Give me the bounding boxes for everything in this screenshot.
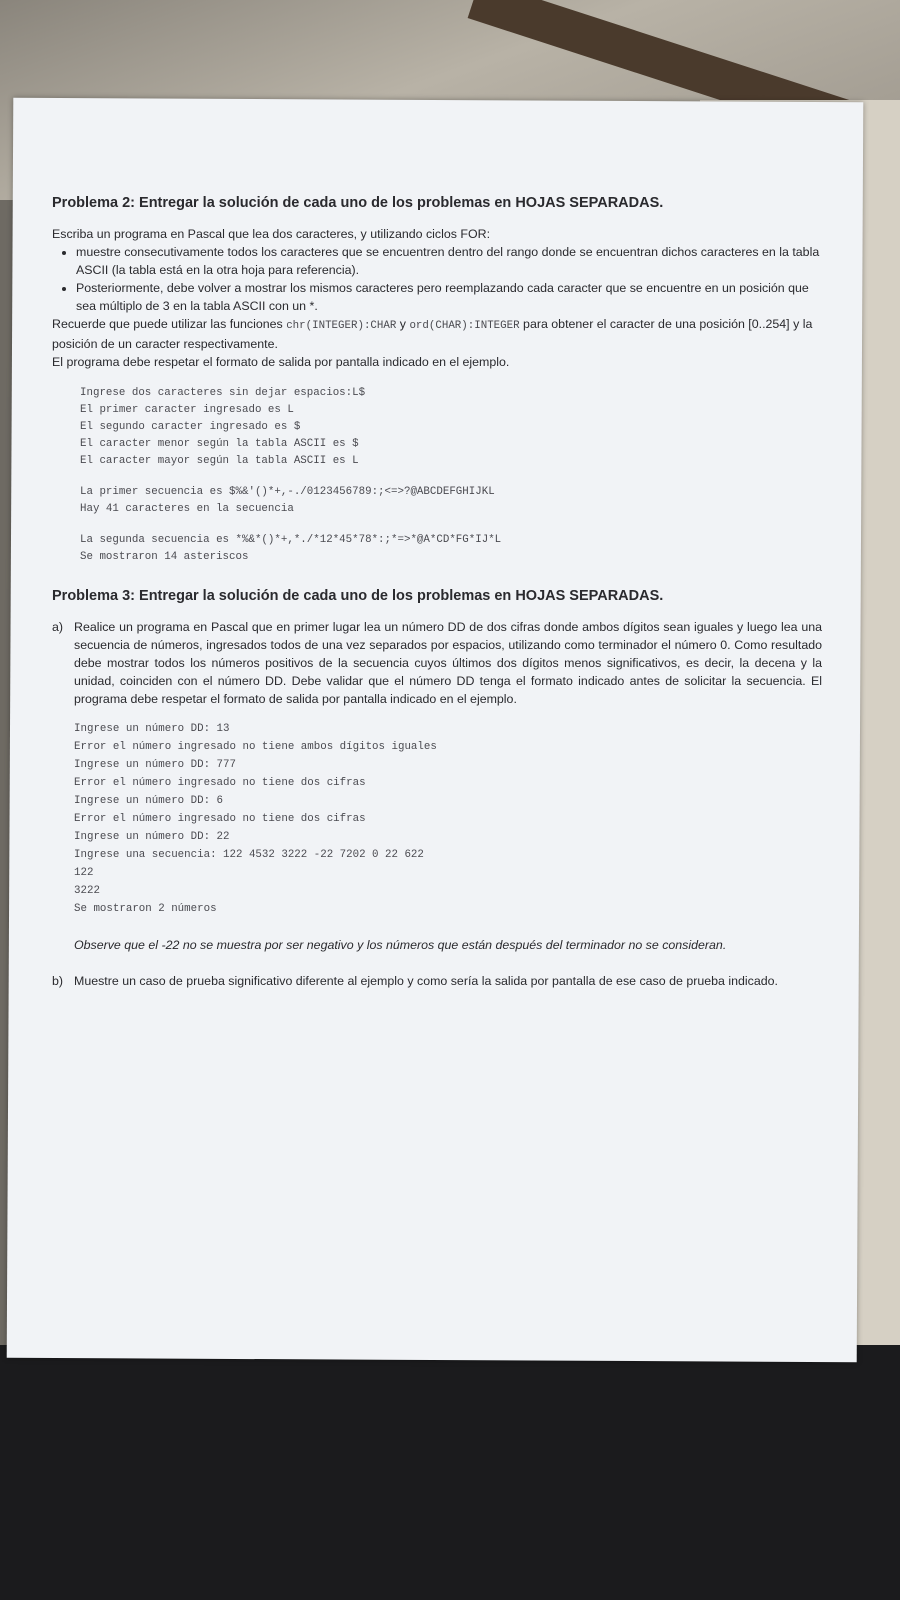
console-line: 3222 [74,885,100,897]
problem3-console-example [74,720,822,918]
problem2-intro: Escriba un programa en Pascal que lea dos caracteres, y utilizando ciclos FOR: [52,227,491,241]
console-line: El caracter mayor según la tabla ASCII es L [80,455,359,467]
document-content [52,195,822,990]
problem3-heading: Problema 3: Entregar la solución de cada uno de los problemas en HOJAS SEPARADAS. [52,588,664,604]
console-line: Se mostraron 2 números [74,903,217,915]
func-ord: ord(CHAR):INTEGER [409,320,520,332]
item-text: Muestre un caso de prueba significativo diferente al ejemplo y como sería la salida por pantalla de ese caso de prueba indicado. [74,974,778,988]
console-line: Ingrese un número DD: 6 [74,795,224,807]
console-line: Ingrese dos caracteres sin dejar espacios:L$ [80,387,366,399]
console-line: Ingrese una secuencia: 122 4532 3222 -22 7202 0 22 622 [74,849,424,861]
console-line: La primer secuencia es $%&'()*+,-./0123456789:;<=>?@ABCDEFGHIJKL [80,486,495,498]
bullet-item: • muestre consecutivamente todos los caracteres que se encuentren dentro del rango donde se encuentran dichos caracteres en la tabla ASCII (la tabla está en la otra hoja para referencia). [76,243,822,279]
item-text: Realice un programa en Pascal que en primer lugar lea un número DD de dos cifras donde ambos dígitos sean iguales y luego lea una secuencia de números, ingresados todos de una vez separados por espacios, utilizando como terminador el número 0. Como resultado debe mostrar todos los números positivos de la secuencia cuyos últimos dos dígitos menos significativos, es decir, la decena y la unidad, coinciden con el número DD. Debe validar que el número DD tenga el formato indicado antes de solicitar la secuencia. El programa debe respetar el formato de salida por pantalla indicado en el ejemplo. [74,620,822,706]
console-line: Ingrese un número DD: 22 [74,831,230,843]
problem2-format-note: El programa debe respetar el formato de salida por pantalla indicado en el ejemplo. [52,355,510,369]
console-line: El segundo caracter ingresado es $ [80,421,301,433]
problem2-bullets [52,243,822,315]
console-line: El primer caracter ingresado es L [80,404,294,416]
bullet-item: • Posteriormente, debe volver a mostrar los mismos caracteres pero reemplazando cada caracter que se encuentre en un posición que sea múltiplo de 3 en la tabla ASCII con un *. [76,279,822,315]
console-line: La segunda secuencia es *%&*()*+,*./*12*45*78*:;*=>*@A*CD*FG*IJ*L [80,534,502,546]
console-line: Ingrese un número DD: 777 [74,759,236,771]
problem3-observation: Observe que el -22 no se muestra por ser negativo y los números que están después del terminador no se consideran. [74,938,727,952]
recall-mid: y [396,317,410,331]
console-line: Error el número ingresado no tiene dos cifras [74,813,366,825]
console-line: Error el número ingresado no tiene ambos dígitos iguales [74,741,437,753]
recall-post: para obtener el caracter de una posición [0..254] y la posición de un caracter respectivamente. [52,317,813,351]
problem2-heading: Problema 2: Entregar la solución de cada uno de los problemas en HOJAS SEPARADAS. [52,195,664,211]
console-line: El caracter menor según la tabla ASCII es $ [80,438,359,450]
problem3-item-a [52,618,822,708]
console-line: Hay 41 caracteres en la secuencia [80,503,294,515]
func-chr: chr(INTEGER):CHAR [286,320,397,332]
problem2-console-example [80,385,822,566]
problem3-items [52,618,822,990]
console-line: 122 [74,867,94,879]
console-line: Ingrese un número DD: 13 [74,723,230,735]
recall-pre: Recuerde que puede utilizar las funciones [52,317,287,331]
background-dark-cloth [0,1345,900,1600]
console-line: Error el número ingresado no tiene dos cifras [74,777,366,789]
problem2-functions-note [52,315,822,353]
item-marker: b) [52,974,64,988]
console-line: Se mostraron 14 asteriscos [80,551,249,563]
problem3-item-b [52,972,822,990]
item-marker: a) [52,620,64,634]
